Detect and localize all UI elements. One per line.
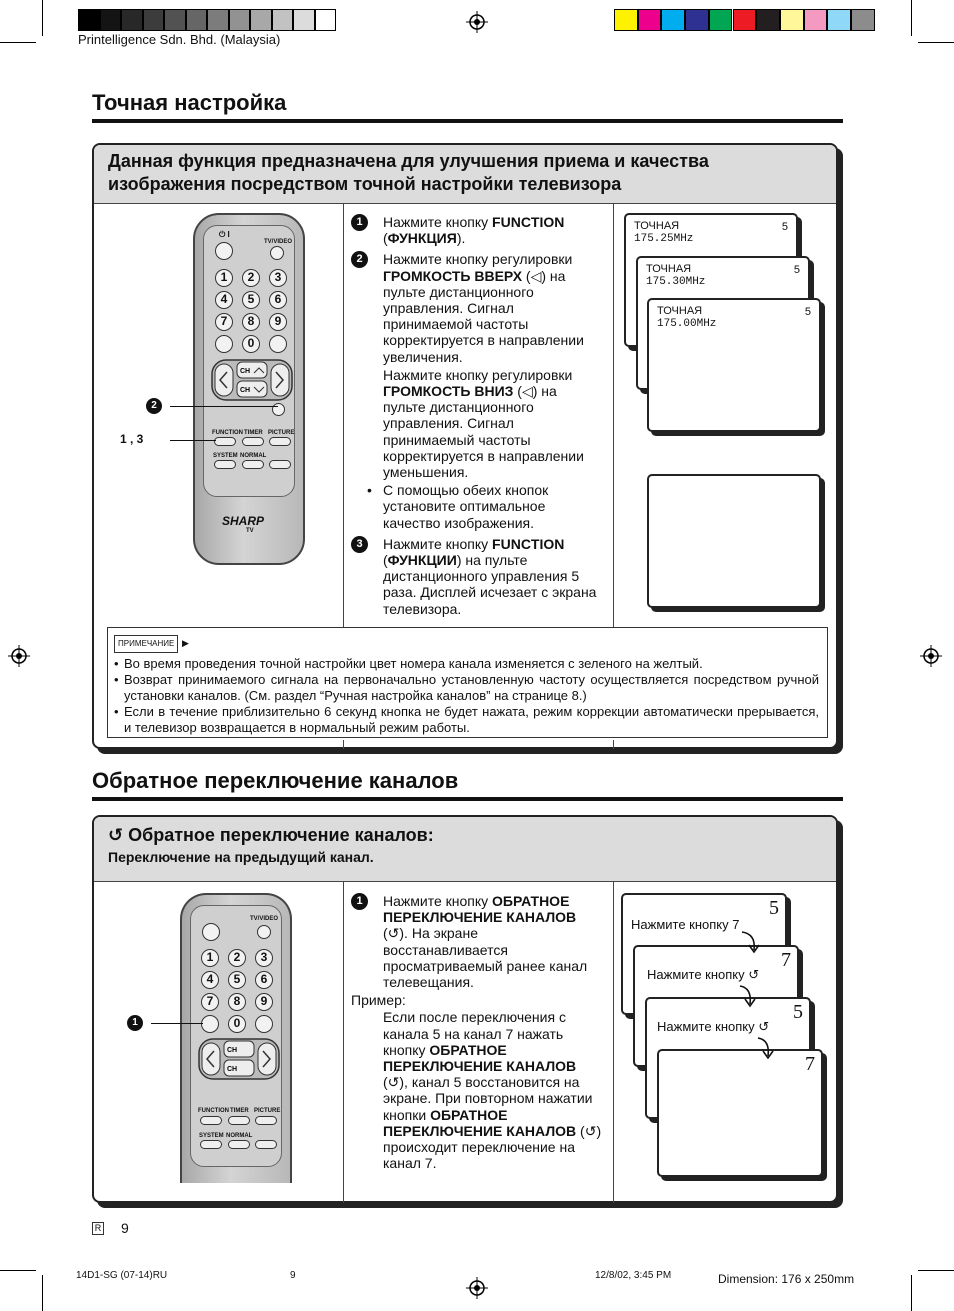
crop-mark <box>0 1270 36 1271</box>
digit-key-6[interactable]: 6 <box>269 291 287 309</box>
color-swatch <box>207 9 229 31</box>
color-swatch <box>250 9 272 31</box>
printer-credit: Printelligence Sdn. Bhd. (Malaysia) <box>78 32 281 47</box>
step-3: 3 Нажмите кнопку FUNCTION (ФУНКЦИИ) на пульте дистанционного управления 5 раза. Дисплей исчезает с экрана телевизора. <box>351 536 601 617</box>
section-title-fine-tuning: Точная настройка <box>92 90 287 115</box>
digit-key-8[interactable]: 8 <box>242 313 260 331</box>
tv-screen: ТОЧНАЯ 175.00MHz 5 <box>647 298 821 432</box>
dimension-label: Dimension: 176 x 250mm <box>718 1272 855 1286</box>
note-box: ПРИМЕЧАНИЕ ▶ • Во время проведения точной настройки цвет номера канала изменяется с зеленого на желтый. • Возврат принимаемого сигнала на первоначально установленную частоту осуществляется посредством ручной установки каналов. (См. раздел “Ручная настройка каналов” на странице 8.) • Если в течение приблизительно 6 секунд кнопка не будет нажата, режим коррекции автоматически прерывается, и телевизор возвращается в нормальный режим работы. <box>107 627 828 738</box>
language-mark: R <box>92 1222 104 1235</box>
digit-key-5[interactable]: 5 <box>228 971 246 989</box>
digit-key-4[interactable]: 4 <box>215 291 233 309</box>
step-2: 2 Нажмите кнопку регулировки ГРОМКОСТЬ ВВЕРХ (◁) на пульте дистанционного управления. Сигнал принимаемой частоты корректируется в направлении увеличения. Нажмите кнопку регулировки ГРОМКОСТЬ ВНИЗ (◁) на пульте дистанционного управления. Сигнал принимаемый частоты корректируется в направлении уменьшения. <box>351 251 601 480</box>
flashback-button[interactable] <box>269 460 291 469</box>
timer-button[interactable] <box>242 437 264 446</box>
volume-ch-cluster <box>194 1037 284 1083</box>
color-swatch <box>186 9 208 31</box>
remote-face <box>190 905 282 1167</box>
digit-key-1[interactable]: 1 <box>201 949 219 967</box>
crop-mark <box>42 1275 43 1311</box>
color-swatch <box>78 9 100 31</box>
digit-key-7[interactable]: 7 <box>201 993 219 1011</box>
crop-mark <box>918 1270 954 1271</box>
digit-key-0[interactable]: 0 <box>242 335 260 353</box>
picture-label: PICTURE <box>254 1108 281 1114</box>
column-divider <box>613 740 614 749</box>
tv-screen: Нажмите кнопку 7 5 <box>621 893 787 1015</box>
digit-key-0[interactable]: 0 <box>228 1015 246 1033</box>
color-swatch <box>272 9 294 31</box>
note-tag: ПРИМЕЧАНИЕ <box>114 635 178 653</box>
picture-button[interactable] <box>255 1116 277 1125</box>
digit-key-9[interactable]: 9 <box>255 993 273 1011</box>
step-1: 1 Нажмите кнопку ОБРАТНОЕ ПЕРЕКЛЮЧЕНИЕ КАНАЛОВ (↺). На экране восстанавливается просматриваемый ранее канал телевещания. <box>351 893 603 990</box>
callout-line <box>151 1023 203 1024</box>
digit-key-2[interactable]: 2 <box>242 269 260 287</box>
tv-screen-blank <box>647 474 821 608</box>
normal-button[interactable] <box>242 460 264 469</box>
note-list <box>114 656 819 736</box>
flashback-key[interactable] <box>201 1015 219 1033</box>
tv-screen: ТОЧНАЯ 175.25MHz 5 <box>624 213 798 347</box>
tv-screen: Нажмите кнопку ↺ 7 <box>633 945 799 1067</box>
fine-tuning-steps <box>351 214 601 617</box>
volume-ch-cluster <box>207 358 297 404</box>
digit-key-4[interactable]: 4 <box>201 971 219 989</box>
normal-label: NORMAL <box>226 1133 253 1139</box>
system-button[interactable] <box>200 1140 222 1149</box>
function-label: FUNCTION <box>212 430 243 436</box>
column-divider <box>343 740 344 749</box>
normal-button[interactable] <box>228 1140 250 1149</box>
color-swatch <box>293 9 315 31</box>
section-title-flashback: Обратное переключение каналов <box>92 768 459 793</box>
timer-label: TIMER <box>230 1108 249 1114</box>
timer-label: TIMER <box>244 430 263 436</box>
power-button[interactable] <box>202 923 220 941</box>
registration-mark-icon <box>466 11 488 33</box>
registration-mark-icon <box>466 1277 488 1299</box>
example-label: Пример: <box>351 992 406 1009</box>
tvvideo-button[interactable] <box>270 246 284 260</box>
panel-heading: Данная функция предназначена для улучшения приема и качества изображения посредством точной настройки телевизора <box>94 145 836 204</box>
svg-text:CH: CH <box>240 368 251 375</box>
color-swatch <box>164 9 186 31</box>
color-swatch <box>756 9 780 31</box>
flashback-icon: ↺ <box>108 825 124 845</box>
tvvideo-button[interactable] <box>257 925 271 939</box>
digit-key-7[interactable]: 7 <box>215 313 233 331</box>
title-rule <box>92 119 843 123</box>
digit-key-9[interactable]: 9 <box>269 313 287 331</box>
column-divider <box>343 882 344 1203</box>
digit-key-1[interactable]: 1 <box>215 269 233 287</box>
digit-toggle-key[interactable] <box>269 335 287 353</box>
color-swatch <box>638 9 662 31</box>
digit-key-2[interactable]: 2 <box>228 949 246 967</box>
brand-logo: SHARP <box>222 514 265 528</box>
digit-key-3[interactable]: 3 <box>269 269 287 287</box>
note-item: • Во время проведения точной настройки цвет номера канала изменяется с зеленого на желтый. <box>114 656 819 672</box>
svg-text:CH: CH <box>227 1047 238 1054</box>
mute-button[interactable] <box>272 403 285 416</box>
doc-code: 14D1-SG (07-14)RU <box>76 1270 168 1281</box>
callout-line <box>170 440 216 441</box>
color-swatch <box>229 9 251 31</box>
system-button[interactable] <box>214 460 236 469</box>
picture-button[interactable] <box>269 437 291 446</box>
panel-heading <box>94 817 836 882</box>
system-label: SYSTEM <box>213 453 238 459</box>
step-1: 1 Нажмите кнопку FUNCTION (ФУНКЦИЯ). <box>351 214 601 246</box>
color-swatch <box>804 9 828 31</box>
color-swatch <box>685 9 709 31</box>
tvvideo-label: TV/VIDEO <box>264 239 293 245</box>
panel-heading-title: Обратное переключение каналов: <box>128 825 434 845</box>
flashback-key[interactable] <box>215 335 233 353</box>
color-swatch <box>143 9 165 31</box>
page-number: 9 <box>121 1220 129 1236</box>
digit-key-3[interactable]: 3 <box>255 949 273 967</box>
tv-screen: ТОЧНАЯ 175.30MHz 5 <box>636 256 810 390</box>
flashback-steps <box>351 893 603 1171</box>
title-rule <box>92 797 843 801</box>
crop-mark <box>918 42 954 43</box>
column-divider <box>613 204 614 627</box>
normal-label: NORMAL <box>240 453 267 459</box>
crop-mark <box>911 1275 912 1311</box>
color-swatch <box>733 9 757 31</box>
note-item: • Возврат принимаемого сигнала на первоначально установленную частоту осуществляется посредством ручной установки каналов. (См. раздел “Ручная настройка каналов” на странице 8.) <box>114 672 819 704</box>
callout-step-1-3: 1 , 3 <box>120 432 144 446</box>
function-label: FUNCTION <box>198 1108 229 1114</box>
callout-step-2: 2 <box>146 398 162 414</box>
step-bullet: • С помощью обеих кнопок установите оптимальное качество изображения. <box>367 482 549 531</box>
power-button[interactable] <box>215 242 233 260</box>
column-divider <box>613 882 614 1203</box>
callout-step-1: 1 <box>127 1015 143 1031</box>
crop-mark <box>0 42 36 43</box>
function-button[interactable] <box>214 437 236 446</box>
example-text: Если после переключения с канала 5 на канал 7 нажать кнопку ОБРАТНОЕ ПЕРЕКЛЮЧЕНИЕ КАНАЛОВ (↺), канал 5 восстановится на экране. При повторном нажатии кнопки ОБРАТНОЕ ПЕРЕКЛЮЧЕНИЕ КАНАЛОВ (↺) происходит переключение на канал 7. <box>383 1009 602 1172</box>
tv-screen: 7 <box>657 1049 823 1177</box>
tvvideo-label: TV/VIDEO <box>250 916 279 922</box>
power-label: ⏻ I <box>219 230 230 239</box>
transition-arrows <box>730 930 790 1060</box>
panel-subheading: Переключение на предыдущий канал. <box>108 849 374 865</box>
callout-line <box>170 406 278 407</box>
svg-text:CH: CH <box>227 1066 238 1073</box>
registration-mark-icon <box>8 645 30 667</box>
note-item: • Если в течение приблизительно 6 секунд кнопка не будет нажата, режим коррекции автоматически прерывается, и телевизор возвращается в нормальный режим работы. <box>114 704 819 736</box>
color-swatch <box>614 9 638 31</box>
digit-key-6[interactable]: 6 <box>255 971 273 989</box>
print-date: 12/8/02, 3:45 PM <box>595 1270 672 1281</box>
color-swatch <box>121 9 143 31</box>
function-button[interactable] <box>200 1116 222 1125</box>
column-divider <box>343 204 344 627</box>
color-swatch <box>661 9 685 31</box>
system-label: SYSTEM <box>199 1133 224 1139</box>
svg-text:CH: CH <box>240 387 251 394</box>
color-swatch <box>709 9 733 31</box>
timer-button[interactable] <box>228 1116 250 1125</box>
color-swatch <box>780 9 804 31</box>
color-swatch <box>100 9 122 31</box>
digit-key-5[interactable]: 5 <box>242 291 260 309</box>
digit-toggle-key[interactable] <box>255 1015 273 1033</box>
sheet-number: 9 <box>290 1270 296 1281</box>
picture-label: PICTURE <box>268 430 295 436</box>
color-swatch <box>315 9 337 31</box>
tv-screen: Нажмите кнопку ↺ 5 <box>645 997 811 1119</box>
color-swatch <box>851 9 875 31</box>
digit-key-8[interactable]: 8 <box>228 993 246 1011</box>
color-swatch <box>827 9 851 31</box>
brand-sub: TV <box>246 528 254 534</box>
crop-mark <box>911 0 912 36</box>
flashback-button[interactable] <box>255 1140 277 1149</box>
crop-mark <box>42 0 43 36</box>
registration-mark-icon <box>920 645 942 667</box>
